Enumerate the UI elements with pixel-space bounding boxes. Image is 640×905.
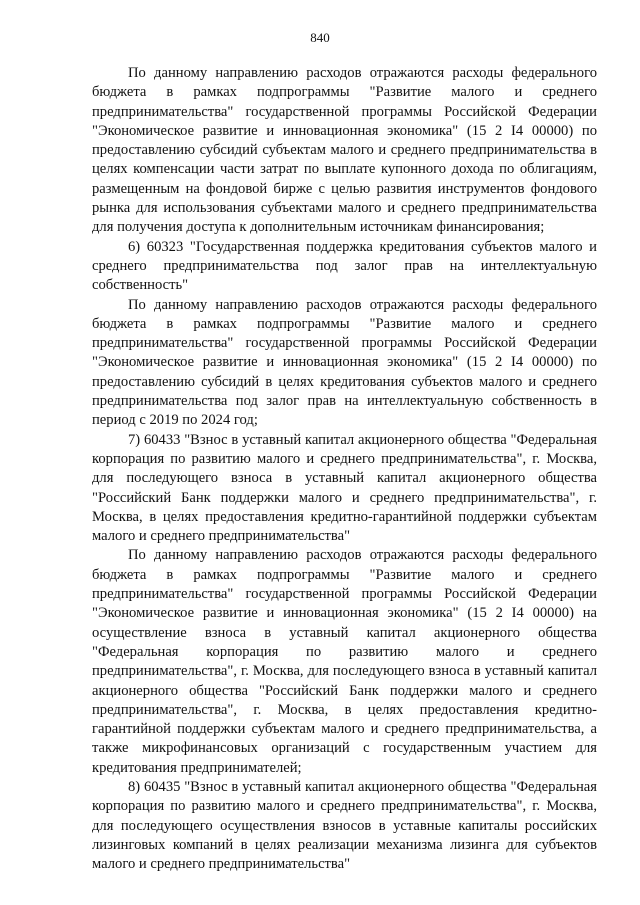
paragraph-expense-description-bonds: По данному направлению расходов отражаются расходы федерального бюджета в рамках подпрограммы "Развитие малого и среднего предпринимательства" государственной программы Российской Федерации "Экономическое развитие и инновационная экономика" (15 2 I4 00000) по предоставлению субсидий субъектам малого и среднего предпринимательства в целях компенсации части затрат по выплате купонного дохода по облигациям, размещенным на фондовой бирже с целью развития инструментов фондового рынка для использования субъектами малого и среднего предпринимательства для получения доступа к дополнительным источникам финансирования; [92,65,597,236]
paragraph-expense-description-capital-contribution: По данному направлению расходов отражаются расходы федерального бюджета в рамках подпрограммы "Развитие малого и среднего предпринимательства" государственной программы Российской Федерации "Экономическое развитие и инновационная экономика" (15 2 I4 00000) на осуществление взноса в уставный капитал акционерного общества "Федеральная корпорация по развитию малого и среднего предпринимательства", г. Москва, для последующего взноса в уставный капитал акционерного общества "Российский Банк поддержки малого и среднего предпринимательства", г. Москва, в целях предоставления кредитно-гарантийной поддержки субъектам малого и среднего предпринимательства, а также микрофинансовых организаций с государственным участием для кредитования предпринимателей; [92,547,597,776]
paragraph-item-60433: 7) 60433 "Взнос в уставный капитал акционерного общества "Федеральная корпорация по развитию малого и среднего предпринимательства", г. Москва, для последующего взноса в уставный капитал акционерного общества "Российский Банк поддержки малого и среднего предпринимательства", г. Москва, в целях предоставления кредитно-гарантийной поддержки субъектам малого и среднего предпринимательства" [92,431,597,545]
paragraph-expense-description-ip-loans: По данному направлению расходов отражаются расходы федерального бюджета в рамках подпрограммы "Развитие малого и среднего предпринимательства" государственной программы Российской Федерации "Экономическое развитие и инновационная экономика" (15 2 I4 00000) по предоставлению субсидий в целях кредитования субъектов малого и среднего предпринимательства под залог прав на интеллектуальную собственность в период с 2019 по 2024 год; [92,296,597,429]
paragraph-item-60323: 6) 60323 "Государственная поддержка кредитования субъектов малого и среднего предпринимательства под залог прав на интеллектуальную собственность" [92,238,597,294]
paragraph-item-60435: 8) 60435 "Взнос в уставный капитал акционерного общества "Федеральная корпорация по развитию малого и среднего предпринимательства", г. Москва, для последующего осуществления взносов в уставные капиталы российских лизинговых компаний в целях реализации механизма лизинга для субъектов малого и среднего предпринимательства" [92,778,597,873]
page-number: 840 [310,30,330,45]
document-body [92,64,597,874]
